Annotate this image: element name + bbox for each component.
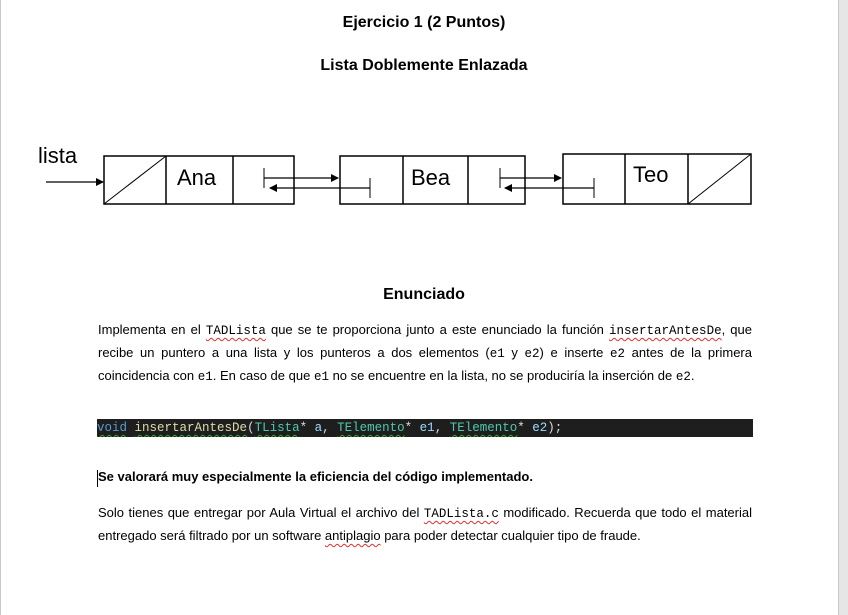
linked-list-diagram: [0, 130, 848, 220]
null-next-slash: [688, 154, 751, 204]
topic-title: Lista Doblemente Enlazada: [320, 57, 528, 74]
file-name-ref: TADLista.c: [423, 507, 499, 521]
node-bea: [340, 156, 525, 204]
efficiency-note: Se valorará muy especialmente la eficiencia del código implementado.: [98, 469, 533, 484]
function-signature-code: void insertarAntesDe(TLista* a, TElemento* e1, TElemento* e2);: [97, 419, 753, 437]
function-name-ref: insertarAntesDe: [609, 324, 722, 338]
exercise-title: Ejercicio 1 (2 Puntos): [342, 14, 506, 31]
node-value: Teo: [633, 162, 669, 187]
statement-heading: Enunciado: [383, 286, 465, 303]
page-right-edge: [838, 0, 848, 615]
submission-paragraph: Solo tienes que entregar por Aula Virtual el archivo del TADLista.c modificado. Recuerda que todo el material entregado será filtrado por un software antiplagio para poder detectar cualquier tipo de fraude.: [98, 505, 752, 543]
list-pointer-label: lista: [38, 143, 78, 168]
node-value: Bea: [411, 165, 451, 190]
node-ana: [104, 156, 294, 204]
page-left-edge: [0, 0, 1, 615]
node-teo: [563, 154, 751, 204]
null-prev-slash: [104, 156, 166, 204]
statement-paragraph: Implementa en el TADLista que se te proporciona junto a este enunciado la función insertarAntesDe, que recibe un puntero a una lista y los punteros a dos elementos (e1 y e2) e inserte e2 antes de la primera coincidencia con e1. En caso de que e1 no se encuentre en la lista, no se produciría la inserción de e2.: [98, 322, 752, 384]
tadlista-ref: TADLista: [205, 324, 266, 338]
antiplagio-word: antiplagio: [324, 528, 381, 543]
node-value: Ana: [177, 165, 217, 190]
